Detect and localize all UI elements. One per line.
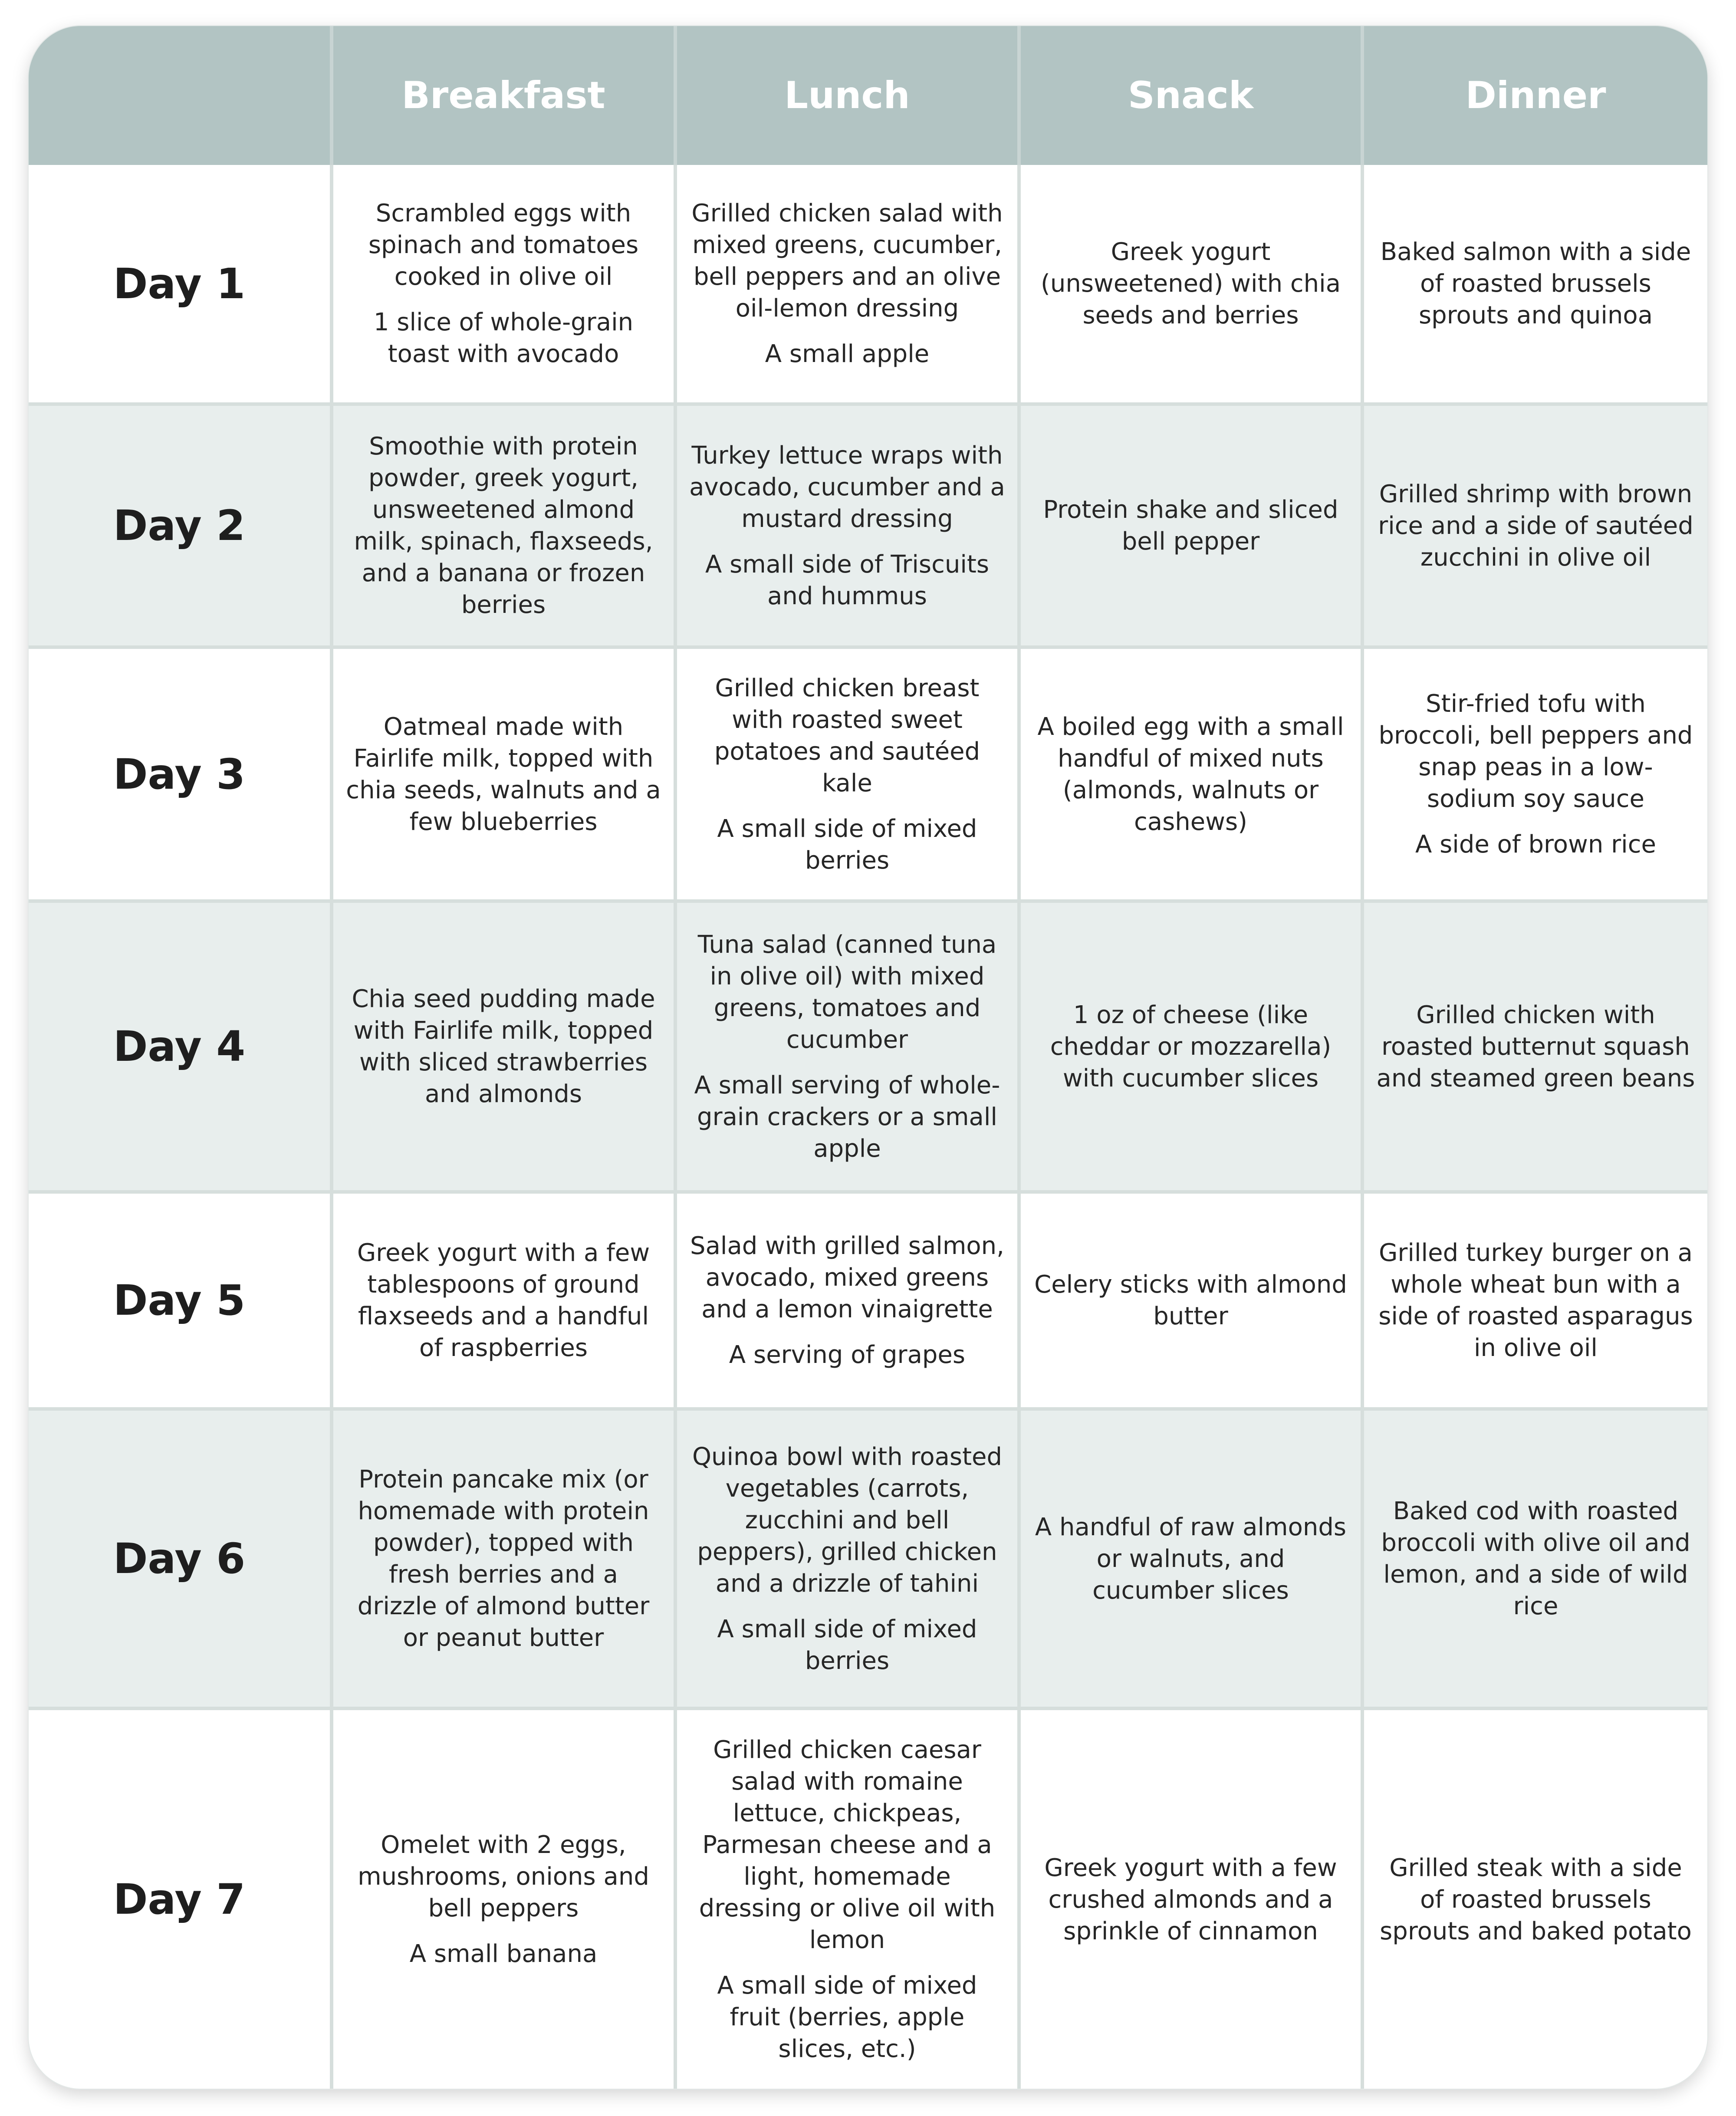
lunch-cell <box>677 165 1021 406</box>
dinner-cell <box>1364 1710 1707 2089</box>
header-snack: Snack <box>1021 26 1364 165</box>
dinner-cell <box>1364 1194 1707 1411</box>
header-corner-cell <box>29 26 333 165</box>
meal-item: Salad with grilled salmon, avocado, mixed greens and a lemon vinaigrette <box>690 1232 1004 1323</box>
meal-item: Protein shake and sliced bell pepper <box>1043 496 1338 556</box>
meal-item: 1 slice of whole-grain toast with avocado <box>373 308 634 368</box>
meal-item: A small apple <box>765 340 930 368</box>
meal-item: Omelet with 2 eggs, mushrooms, onions and bell peppers <box>358 1831 649 1922</box>
meal-item: A boiled egg with a small handful of mixed nuts (almonds, walnuts or cashews) <box>1037 712 1344 836</box>
header-dinner: Dinner <box>1364 26 1707 165</box>
lunch-cell <box>677 1710 1021 2089</box>
meal-item: A small side of mixed fruit (berries, apple slices, etc.) <box>717 1971 977 2063</box>
meal-item: A small side of Triscuits and hummus <box>705 550 990 610</box>
breakfast-cell <box>333 1710 677 2089</box>
meal-item: Grilled shrimp with brown rice and a side of sautéed zucchini in olive oil <box>1378 480 1693 572</box>
day-label: Day 5 <box>29 1194 333 1411</box>
day-label: Day 7 <box>29 1710 333 2089</box>
meal-item: Baked cod with roasted broccoli with olive oil and lemon, and a side of wild rice <box>1381 1497 1690 1620</box>
meal-item: Greek yogurt (unsweetened) with chia seeds and berries <box>1040 238 1341 329</box>
meal-item: Grilled turkey burger on a whole wheat bun with a side of roasted asparagus in olive oil <box>1378 1239 1693 1362</box>
meal-item: Grilled chicken caesar salad with romaine lettuce, chickpeas, Parmesan cheese and a light, homemade dressing or olive oil with lemon <box>699 1736 996 1954</box>
table-row-day-1 <box>29 165 1707 406</box>
meal-item: Grilled steak with a side of roasted brussels sprouts and baked potato <box>1380 1853 1692 1945</box>
lunch-cell <box>677 903 1021 1194</box>
snack-cell <box>1021 1411 1364 1710</box>
meal-plan-table <box>29 26 1707 2089</box>
dinner-cell <box>1364 406 1707 649</box>
lunch-cell <box>677 1411 1021 1710</box>
meal-item: 1 oz of cheese (like cheddar or mozzarella) with cucumber slices <box>1050 1000 1332 1093</box>
meal-item: A small side of mixed berries <box>717 1615 977 1675</box>
header-breakfast: Breakfast <box>333 26 677 165</box>
breakfast-cell <box>333 1411 677 1710</box>
meal-item: Chia seed pudding made with Fairlife milk, topped with sliced strawberries and almonds <box>352 985 655 1108</box>
meal-item: Baked salmon with a side of roasted brussels sprouts and quinoa <box>1380 238 1691 329</box>
meal-item: Smoothie with protein powder, greek yogurt, unsweetened almond milk, spinach, flaxseeds, and a banana or frozen berries <box>354 432 653 619</box>
table-row-day-6 <box>29 1411 1707 1710</box>
header-lunch: Lunch <box>677 26 1021 165</box>
table-row-day-5 <box>29 1194 1707 1411</box>
table-row-day-3 <box>29 649 1707 903</box>
meal-item: Tuna salad (canned tuna in olive oil) with mixed greens, tomatoes and cucumber <box>697 930 997 1054</box>
meal-item: Protein pancake mix (or homemade with protein powder), topped with fresh berries and a drizzle of almond butter or peanut butter <box>357 1465 650 1652</box>
dinner-cell <box>1364 903 1707 1194</box>
breakfast-cell <box>333 903 677 1194</box>
breakfast-cell <box>333 165 677 406</box>
breakfast-cell <box>333 1194 677 1411</box>
day-label: Day 6 <box>29 1411 333 1710</box>
dinner-cell <box>1364 649 1707 903</box>
day-label: Day 3 <box>29 649 333 903</box>
meal-item: Celery sticks with almond butter <box>1034 1270 1347 1330</box>
lunch-cell <box>677 1194 1021 1411</box>
day-label: Day 1 <box>29 165 333 406</box>
breakfast-cell <box>333 406 677 649</box>
day-label: Day 4 <box>29 903 333 1194</box>
snack-cell <box>1021 649 1364 903</box>
meal-item: Quinoa bowl with roasted vegetables (carrots, zucchini and bell peppers), grilled chicken and a drizzle of tahini <box>692 1442 1003 1598</box>
meal-plan-card <box>29 26 1707 2089</box>
meal-item: A small banana <box>409 1940 598 1968</box>
meal-item: Greek yogurt with a few tablespoons of ground flaxseeds and a handful of raspberries <box>357 1239 650 1362</box>
meal-item: Oatmeal made with Fairlife milk, topped with chia seeds, walnuts and a few blueberries <box>346 712 661 836</box>
table-row-day-4 <box>29 903 1707 1194</box>
lunch-cell <box>677 406 1021 649</box>
meal-item: Scrambled eggs with spinach and tomatoes cooked in olive oil <box>368 199 639 291</box>
meal-item: Grilled chicken salad with mixed greens, cucumber, bell peppers and an olive oil-lemon dressing <box>691 199 1003 323</box>
dinner-cell <box>1364 165 1707 406</box>
meal-item: A serving of grapes <box>729 1341 966 1369</box>
meal-item: A handful of raw almonds or walnuts, and cucumber slices <box>1035 1513 1347 1605</box>
table-row-day-7 <box>29 1710 1707 2089</box>
snack-cell <box>1021 406 1364 649</box>
meal-item: Greek yogurt with a few crushed almonds and a sprinkle of cinnamon <box>1044 1853 1337 1945</box>
meal-item: Grilled chicken breast with roasted sweet potatoes and sautéed kale <box>714 674 980 797</box>
meal-item: A side of brown rice <box>1415 830 1656 859</box>
table-row-day-2 <box>29 406 1707 649</box>
header-row <box>29 26 1707 165</box>
breakfast-cell <box>333 649 677 903</box>
day-label: Day 2 <box>29 406 333 649</box>
lunch-cell <box>677 649 1021 903</box>
meal-item: Stir-fried tofu with broccoli, bell peppers and snap peas in a low-sodium soy sauce <box>1378 690 1693 813</box>
meal-item: A small serving of whole-grain crackers or a small apple <box>694 1071 1000 1163</box>
meal-item: A small side of mixed berries <box>717 814 977 875</box>
snack-cell <box>1021 1194 1364 1411</box>
snack-cell <box>1021 1710 1364 2089</box>
meal-item: Grilled chicken with roasted butternut squash and steamed green beans <box>1376 1000 1695 1093</box>
snack-cell <box>1021 903 1364 1194</box>
dinner-cell <box>1364 1411 1707 1710</box>
snack-cell <box>1021 165 1364 406</box>
meal-item: Turkey lettuce wraps with avocado, cucumber and a mustard dressing <box>689 441 1005 533</box>
